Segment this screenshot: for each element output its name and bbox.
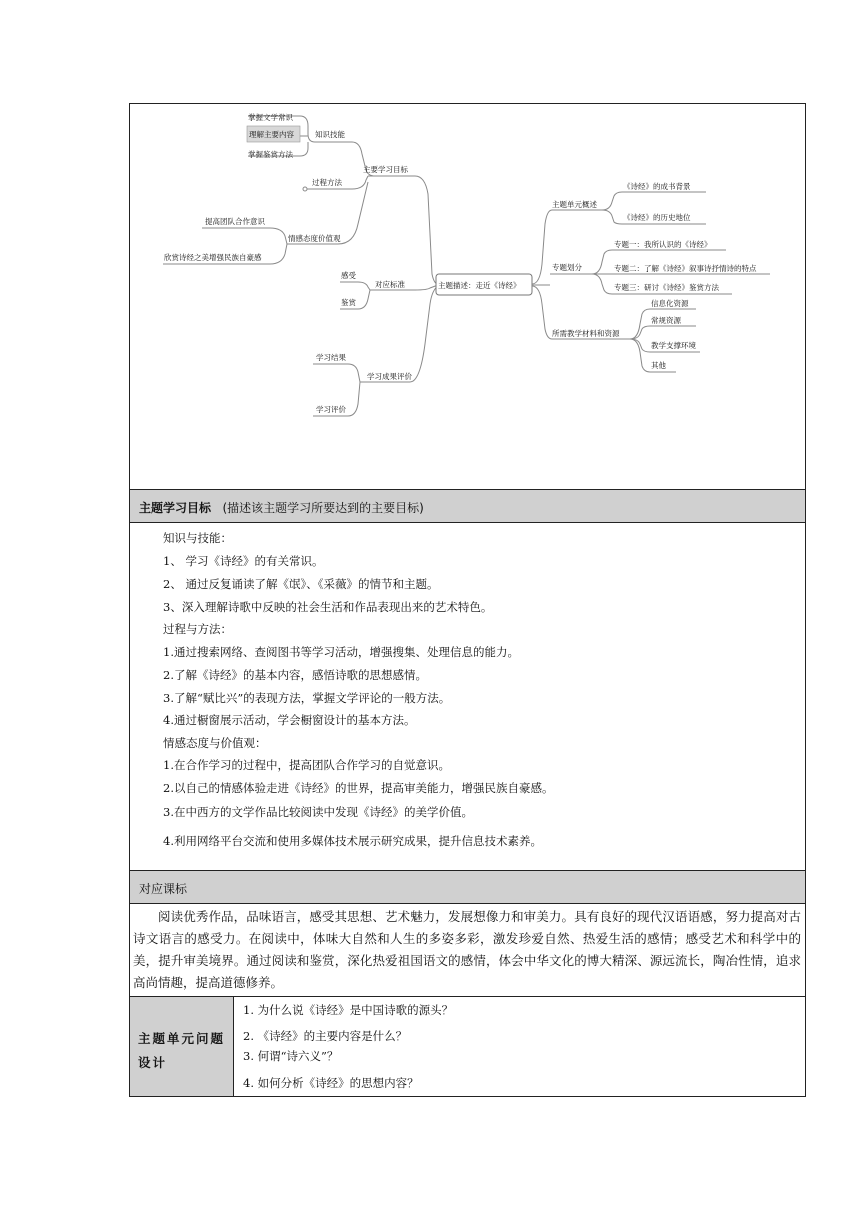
goals-line: 2.以自己的情感体验走进《诗经》的世界，提高审美能力，增强民族自豪感。: [163, 781, 554, 795]
goals-title: 主题学习目标: [139, 501, 212, 515]
mm-knowledge-item-2: 理解主要内容: [249, 130, 294, 139]
goals-line: 3.了解“赋比兴”的表现方法，掌握文学评论的一般方法。: [163, 691, 451, 705]
questions-label: 主题单元问题设计: [138, 1031, 226, 1070]
question-item: 1. 为什么说《诗经》是中国诗歌的源头？: [243, 1003, 454, 1017]
question-item: 3. 何谓“诗六义”？: [243, 1049, 339, 1063]
goals-line: 1、 学习《诗经》的有关常识。: [163, 554, 324, 568]
question-item: 4. 如何分析《诗经》的思想内容？: [243, 1076, 419, 1090]
mm-evaluation: 学习成果评价: [367, 372, 412, 381]
mind-map: [130, 104, 804, 489]
questions-label-cell: [130, 997, 233, 1096]
standards-text: 阅读优秀作品，品味语言，感受其思想、艺术魅力，发展想像力和审美力。具有良好的现代汉语语感，努力提高对古诗文语言的感受力。在阅读中，体味大自然和人生的多姿多彩，激发珍爱自然、热爱生活的感情；感受艺术和科学中的美，提升审美境界。通过阅读和鉴赏，深化热爱祖国语文的感情，体会中华文化的博大精深、源远流长，陶冶性情，追求高尚情趣，提高道德修养。: [133, 909, 801, 990]
standards-title: 对应课标: [139, 882, 188, 896]
goals-line: 4.通过橱窗展示活动，学会橱窗设计的基本方法。: [163, 713, 416, 727]
goals-subtitle: (描述该主题学习所要达到的主要目标): [222, 501, 424, 515]
mm-center: 主题描述：走近《诗经》: [438, 281, 521, 290]
mm-topics-item-1: 专题一：我所认识的《诗经》: [614, 240, 712, 249]
goals-line: 4.利用网络平台交流和使用多媒体技术展示研究成果，提升信息技术素养。: [163, 834, 542, 848]
standards-header: [130, 871, 805, 903]
mm-standards-item-1: 感受: [341, 271, 356, 280]
mm-process: 过程方法: [312, 178, 342, 187]
goals-line: 3.在中西方的文学作品比较阅读中发现《诗经》的美学价值。: [163, 805, 473, 819]
mm-knowledge: 知识技能: [315, 130, 345, 139]
goals-header: [130, 490, 805, 522]
mm-resources-item-3: 教学支撑环境: [651, 341, 696, 350]
mm-emotion-item-1: 提高团队合作意识: [205, 217, 265, 226]
goals-line: 情感态度与价值观：: [163, 736, 267, 750]
mm-overview: 主题单元概述: [552, 200, 597, 209]
mm-resources-item-2: 常规资源: [651, 316, 681, 325]
goals-line: 2、 通过反复诵读了解《氓》、《采薇》的情节和主题。: [163, 577, 439, 591]
mm-topics: 专题划分: [552, 263, 582, 272]
goals-line: 3、深入理解诗歌中反映的社会生活和作品表现出来的艺术特色。: [163, 600, 493, 614]
mm-resources-item-4: 其他: [651, 361, 666, 370]
goals-line: 过程与方法：: [163, 622, 232, 636]
document-table: [129, 103, 806, 1097]
mm-emotion-item-2: 欣赏诗经之美增强民族自豪感: [164, 253, 262, 262]
mm-topics-item-3: 专题三：研讨《诗经》鉴赏方法: [614, 283, 719, 292]
goals-line: 知识与技能：: [163, 531, 232, 545]
goals-line: 1.在合作学习的过程中，提高团队合作学习的自觉意识。: [163, 758, 450, 772]
goals-line: 1.通过搜索网络、查阅图书等学习活动，增强搜集、处理信息的能力。: [163, 645, 519, 659]
mm-knowledge-item-3: 掌握鉴赏方法: [248, 150, 293, 159]
mm-evaluation-item-2: 学习评价: [316, 405, 346, 414]
mm-goals: 主要学习目标: [363, 165, 408, 174]
mm-evaluation-item-1: 学习结果: [316, 353, 346, 362]
mm-emotion: 情感态度价值观: [288, 234, 341, 243]
goals-line: 2.了解《诗经》的基本内容，感悟诗歌的思想感情。: [163, 668, 427, 682]
question-item: 2. 《诗经》的主要内容是什么？: [243, 1029, 408, 1043]
mm-standards: 对应标准: [375, 280, 405, 289]
mm-topics-item-2: 专题二：了解《诗经》叙事诗抒情诗的特点: [614, 264, 757, 273]
mm-standards-item-2: 鉴赏: [341, 298, 356, 307]
mm-overview-item-2: 《诗经》的历史地位: [623, 213, 691, 222]
mm-overview-item-1: 《诗经》的成书背景: [623, 182, 691, 191]
mm-resources: 所需教学材料和资源: [552, 329, 620, 338]
mm-resources-item-1: 信息化资源: [651, 299, 689, 308]
mm-knowledge-item-1: 掌握文学常识: [248, 113, 293, 122]
